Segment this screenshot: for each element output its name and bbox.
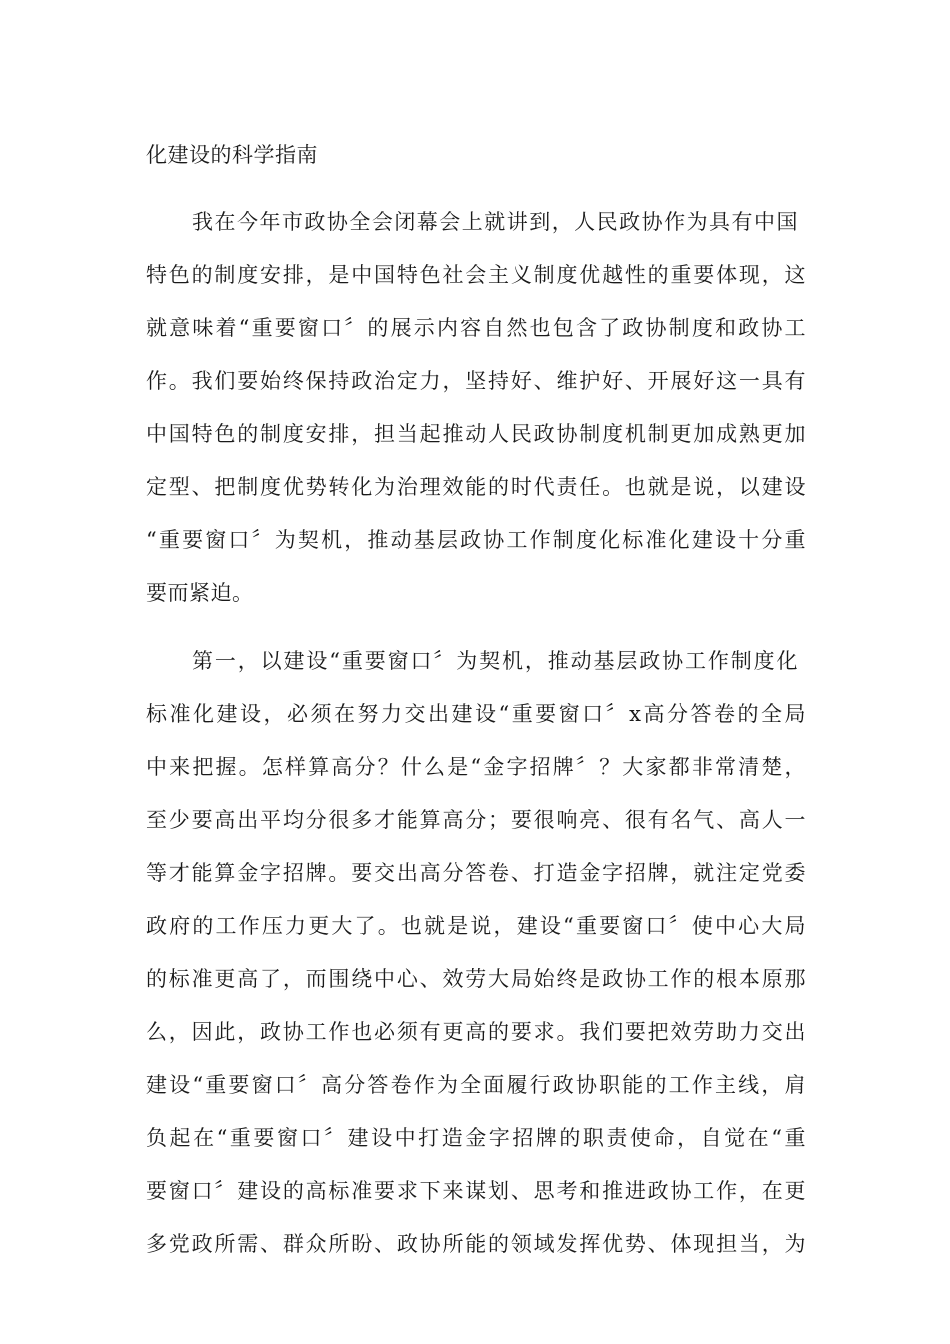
paragraph-2-line-9: 建设“重要窗口〞高分答卷作为全面履行政协职能的工作主线，肩 bbox=[146, 1073, 806, 1097]
paragraph-2-line-11: 要窗口〞建设的高标准要求下来谋划、思考和推进政协工作，在更 bbox=[146, 1179, 806, 1203]
paragraph-1-line-7: “重要窗口〞为契机，推动基层政协工作制度化标准化建设十分重 bbox=[146, 528, 806, 552]
text-line-1: 化建设的科学指南 bbox=[146, 143, 318, 167]
paragraph-2-line-5: 等才能算金字招牌。要交出高分答卷、打造金字招牌，就注定党委 bbox=[146, 861, 806, 885]
paragraph-2-line-8: 么，因此，政协工作也必须有更高的要求。我们要把效劳助力交出 bbox=[146, 1020, 806, 1044]
paragraph-2-line-10: 负起在“重要窗口〞建设中打造金字招牌的职责使命，自觉在“重 bbox=[146, 1126, 806, 1150]
paragraph-1-line-5: 中国特色的制度安排，担当起推动人民政协制度机制更加成熟更加 bbox=[146, 422, 806, 446]
paragraph-2-line-4: 至少要高出平均分很多才能算高分；要很响亮、很有名气、高人一 bbox=[146, 808, 806, 832]
paragraph-1-line-4: 作。我们要始终保持政治定力，坚持好、维护好、开展好这一具有 bbox=[146, 369, 806, 393]
paragraph-2-line-2: 标准化建设，必须在努力交出建设“重要窗口〞x高分答卷的全局 bbox=[146, 702, 806, 726]
paragraph-2-line-6: 政府的工作压力更大了。也就是说，建设“重要窗口〞使中心大局 bbox=[146, 914, 806, 938]
paragraph-1-line-1: 我在今年市政协全会闭幕会上就讲到，人民政协作为具有中国 bbox=[192, 210, 798, 234]
paragraph-1-line-2: 特色的制度安排，是中国特色社会主义制度优越性的重要体现，这 bbox=[146, 263, 806, 287]
paragraph-2-line-12: 多党政所需、群众所盼、政协所能的领域发挥优势、体现担当，为 bbox=[146, 1232, 806, 1256]
paragraph-1-line-3: 就意味着“重要窗口〞的展示内容自然也包含了政协制度和政协工 bbox=[146, 316, 806, 340]
paragraph-1-line-6: 定型、把制度优势转化为治理效能的时代责任。也就是说，以建设 bbox=[146, 475, 806, 499]
paragraph-1-line-8: 要而紧迫。 bbox=[146, 581, 254, 605]
paragraph-2-line-3: 中来把握。怎样算高分？什么是“金字招牌〞？大家都非常清楚， bbox=[146, 755, 806, 779]
paragraph-2-line-1: 第一，以建设“重要窗口〞为契机，推动基层政协工作制度化 bbox=[192, 649, 798, 673]
paragraph-2-line-7: 的标准更高了，而围绕中心、效劳大局始终是政协工作的根本原那 bbox=[146, 967, 806, 991]
